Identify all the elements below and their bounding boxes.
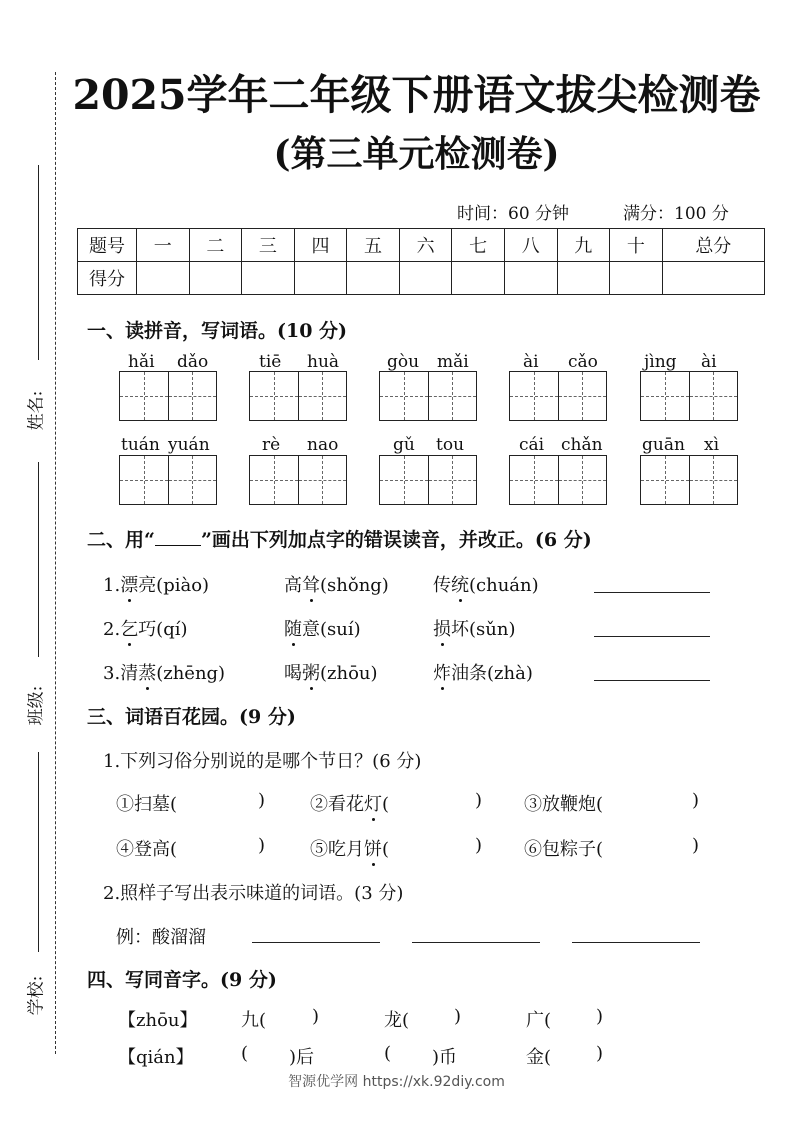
question-item: [103, 659, 225, 685]
table-cell: 二: [189, 229, 242, 262]
custom-item: [310, 790, 389, 816]
item-text: (shǒng): [320, 575, 389, 596]
pinyin-label: ài: [523, 352, 539, 372]
question-item: [284, 659, 378, 685]
homophone-item: 广(: [526, 1010, 552, 1031]
underline-sample: [155, 531, 201, 546]
homophone-tail: ): [596, 1043, 604, 1064]
bracket-close: ): [692, 790, 700, 811]
score-input-cell[interactable]: [242, 262, 295, 295]
score-table-header-row: [78, 229, 765, 262]
dotted-char: 饼: [364, 835, 382, 861]
item-text: (chuán): [469, 575, 539, 596]
homophone-item: (: [384, 1043, 392, 1064]
writing-grid[interactable]: [509, 455, 607, 505]
dotted-char: 漂: [120, 571, 138, 597]
table-cell: 八: [504, 229, 557, 262]
score-input-cell[interactable]: [452, 262, 505, 295]
item-text: 亮(piào): [138, 575, 210, 596]
answer-line[interactable]: [412, 942, 540, 943]
answer-line[interactable]: [594, 592, 710, 593]
question-item: [103, 571, 209, 597]
writing-grid[interactable]: [249, 371, 347, 421]
table-cell: 七: [452, 229, 505, 262]
pinyin-label: gǔ: [393, 435, 415, 455]
question-prompt: 2.照样子写出表示味道的词语。(3 分): [103, 883, 404, 904]
score-table: [77, 228, 765, 295]
dotted-char: 蒸: [138, 659, 156, 685]
bracket-close: ): [692, 835, 700, 856]
item-text: ⑥包粽子(: [524, 839, 604, 860]
pinyin-label: guān: [642, 435, 685, 455]
pinyin-label: cǎo: [568, 352, 598, 372]
bracket-close: ): [454, 1006, 462, 1027]
bracket-close: ): [475, 790, 483, 811]
item-text: 高: [284, 575, 302, 596]
question-item: [433, 659, 533, 685]
pinyin-label: cái: [519, 435, 545, 455]
table-cell: 总分: [662, 229, 764, 262]
item-text: ④登高(: [116, 839, 178, 860]
name-line: [38, 165, 39, 360]
footer-watermark: 智源优学网 https://xk.92diy.com: [288, 1074, 505, 1090]
pinyin-label: tou: [436, 435, 465, 455]
item-text: 坏(sǔn): [451, 619, 516, 640]
pinyin-label: ài: [701, 352, 717, 372]
example-text: 例：酸溜溜: [116, 927, 206, 948]
score-input-cell[interactable]: [399, 262, 452, 295]
pinyin-label: jìng: [644, 352, 677, 372]
bracket-open: (: [382, 839, 390, 860]
dotted-char: 乞: [120, 615, 138, 641]
score-input-cell[interactable]: [294, 262, 347, 295]
score-input-cell[interactable]: [189, 262, 242, 295]
item-text: ⑤吃月: [310, 839, 364, 860]
pinyin-label: mǎi: [437, 352, 469, 372]
writing-grid[interactable]: [640, 371, 738, 421]
table-cell: 五: [347, 229, 400, 262]
homophone-item: 龙(: [384, 1010, 410, 1031]
dotted-char: 耸: [302, 571, 320, 597]
writing-grid[interactable]: [379, 455, 477, 505]
section-2-heading-start: 二、用“: [87, 529, 155, 551]
question-item: [284, 571, 389, 597]
score-input-cell[interactable]: [347, 262, 400, 295]
pinyin-label: rè: [262, 435, 281, 455]
item-text: 传: [433, 575, 451, 596]
section-4-heading: 四、写同音字。(9 分): [87, 969, 277, 991]
pinyin-label: hǎi: [128, 352, 155, 372]
school-label: 学校:: [26, 975, 47, 1016]
pinyin-label: chǎn: [561, 435, 603, 455]
pinyin-group-label: 【qián】: [118, 1047, 194, 1068]
item-text: (zhēng): [156, 663, 226, 684]
item-text: 清: [120, 663, 139, 684]
table-cell: 得分: [78, 262, 137, 295]
custom-item: [116, 790, 177, 816]
item-number: 1.: [103, 575, 121, 596]
writing-grid[interactable]: [509, 371, 607, 421]
pinyin-label: nao: [307, 435, 339, 455]
bracket-close: ): [258, 790, 266, 811]
homophone-item: 九(: [241, 1010, 267, 1031]
question-item: [284, 615, 361, 641]
dotted-char: 随: [284, 615, 302, 641]
homophone-tail: )币: [432, 1047, 458, 1068]
section-3-heading: 三、词语百花园。(9 分): [87, 706, 296, 728]
pinyin-label: tiē: [259, 352, 282, 372]
pinyin-label: gòu: [387, 352, 420, 372]
homophone-tail: )后: [289, 1047, 315, 1068]
bracket-close: ): [596, 1006, 604, 1027]
table-cell: 四: [294, 229, 347, 262]
table-cell: 题号: [78, 229, 137, 262]
score-input-cell[interactable]: [504, 262, 557, 295]
writing-grid[interactable]: [119, 371, 217, 421]
question-item: [433, 571, 539, 597]
exam-time: 时间：60 分钟: [457, 204, 570, 224]
dotted-char: 损: [433, 615, 451, 641]
dotted-char: 统: [451, 571, 469, 597]
item-number: 3.: [103, 663, 121, 684]
answer-line[interactable]: [252, 942, 380, 943]
pinyin-group-label: 【zhōu】: [118, 1010, 198, 1031]
score-input-cell[interactable]: [137, 262, 190, 295]
dotted-char: 粥: [302, 659, 320, 685]
writing-grid[interactable]: [249, 455, 347, 505]
item-text: (zhōu): [320, 663, 378, 684]
custom-item: [310, 835, 389, 861]
writing-grid[interactable]: [379, 371, 477, 421]
custom-item: [524, 835, 603, 861]
page-subtitle: (第三单元检测卷): [273, 133, 560, 175]
answer-line[interactable]: [594, 636, 710, 637]
exam-full-score: 满分：100 分: [623, 204, 729, 224]
table-cell: 十: [610, 229, 663, 262]
score-input-cell[interactable]: [557, 262, 610, 295]
item-text: 喝: [284, 663, 302, 684]
custom-item: [524, 790, 603, 816]
answer-line[interactable]: [594, 680, 710, 681]
bracket-close: ): [312, 1006, 320, 1027]
school-line: [38, 752, 39, 952]
pinyin-label: dǎo: [177, 352, 209, 372]
question-item: [103, 615, 188, 641]
pinyin-label: xì: [704, 435, 720, 455]
bracket-close: ): [475, 835, 483, 856]
pinyin-label: huà: [307, 352, 340, 372]
binding-dashed-line: [55, 72, 56, 1054]
table-cell: 三: [242, 229, 295, 262]
question-prompt: 1.下列习俗分别说的是哪个节日？(6 分): [103, 751, 422, 772]
item-text: 意(suí): [302, 619, 361, 640]
item-text: 油条(zhà): [451, 663, 533, 684]
bracket-close: ): [258, 835, 266, 856]
custom-item: [116, 835, 177, 861]
score-table-score-row: [78, 262, 765, 295]
homophone-item: 金(: [526, 1047, 552, 1068]
page-title: 2025学年二年级下册语文拔尖检测卷: [72, 71, 761, 119]
section-1-heading: 一、读拼音，写词语。(10 分): [87, 320, 348, 342]
item-text: ②看花: [310, 794, 364, 815]
table-cell: 一: [137, 229, 190, 262]
pinyin-label: tuán: [121, 435, 160, 455]
writing-grid[interactable]: [640, 455, 738, 505]
score-input-cell[interactable]: [662, 262, 764, 295]
homophone-item: (: [241, 1043, 249, 1064]
score-input-cell[interactable]: [610, 262, 663, 295]
class-label: 班级:: [26, 685, 47, 726]
table-cell: 六: [399, 229, 452, 262]
pinyin-label: yuán: [168, 435, 210, 455]
table-cell: 九: [557, 229, 610, 262]
item-number: 2.: [103, 619, 121, 640]
item-text: 巧(qí): [138, 619, 188, 640]
item-text: ③放鞭炮(: [524, 794, 604, 815]
bracket-open: (: [382, 794, 390, 815]
question-item: [433, 615, 515, 641]
section-2-heading: [87, 525, 592, 552]
section-2-heading-end: ”画出下列加点字的错误读音，并改正。(6 分): [200, 529, 592, 551]
dotted-char: 灯: [364, 790, 382, 816]
class-line: [38, 462, 39, 657]
dotted-char: 炸: [433, 659, 451, 685]
writing-grid[interactable]: [119, 455, 217, 505]
name-label: 姓名:: [26, 390, 47, 431]
item-text: ①扫墓(: [116, 794, 178, 815]
answer-line[interactable]: [572, 942, 700, 943]
